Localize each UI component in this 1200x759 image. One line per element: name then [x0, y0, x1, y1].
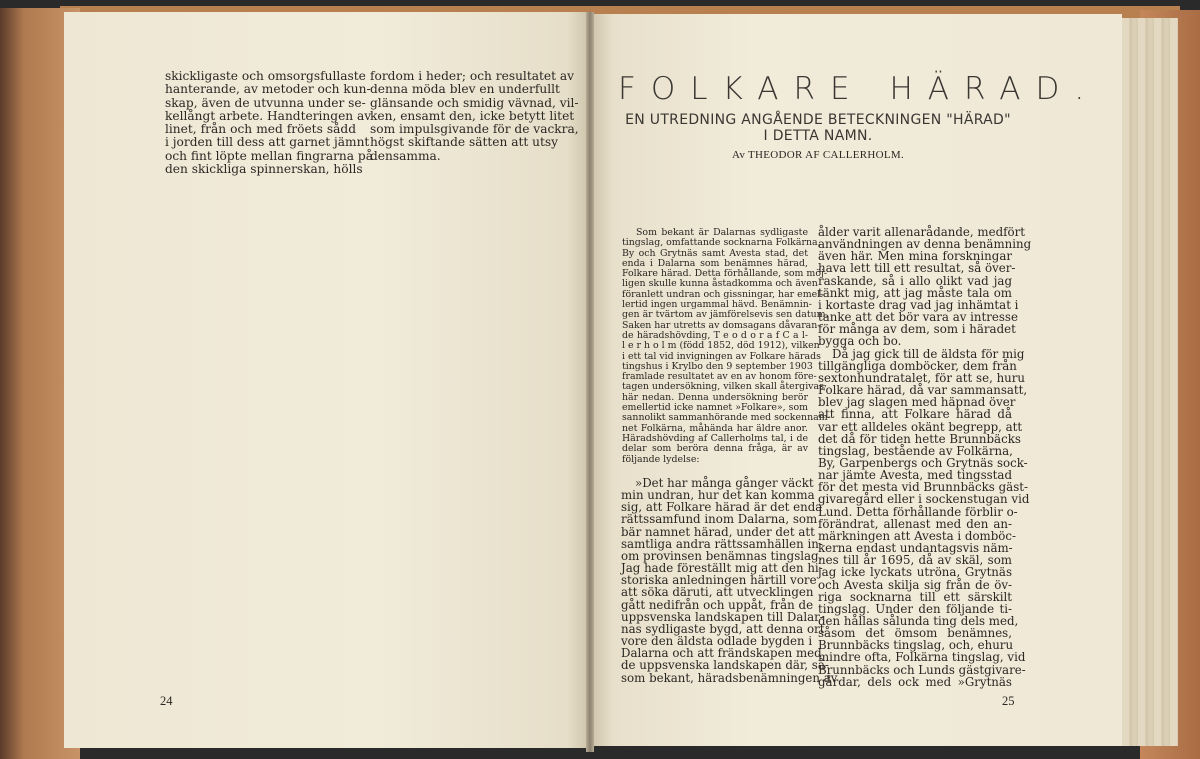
text-line: förändrat, allenast med den an-: [818, 516, 1012, 531]
text-line: Som bekant är Dalarnas sydligaste: [636, 227, 808, 238]
article-subtitle-line-2: I DETTA NAMN.: [763, 128, 873, 144]
text-line: den hållas sålunda ting dels med,: [818, 614, 1019, 628]
text-line: lertid ingen urgammal hävd. Benämnin-: [622, 299, 812, 311]
text-line: tanke att det bör vara av intresse: [818, 310, 1018, 325]
book-spine: [586, 12, 594, 752]
text-line: Folkare härad, då var sammansatt,: [818, 383, 1028, 398]
text-line: Saken har utretts av domsagans dåvaran-: [622, 319, 821, 331]
text-line: att söka däruti, att utvecklingen: [621, 585, 814, 600]
text-line: för det mesta vid Brunnbäcks gäst-: [818, 480, 1028, 495]
text-line: samtliga andra rättssamhällen in-: [621, 536, 823, 551]
text-line: märkningen att Avesta i domböc-: [818, 528, 1016, 543]
left-column-1: [165, 69, 373, 177]
text-line: jag icke lyckats utröna, Grytnäs: [818, 565, 1012, 580]
page-number-left: 24: [160, 694, 173, 708]
text-line: här nedan. Denna undersökning berör: [622, 391, 808, 403]
text-line: min undran, hur det kan komma: [621, 488, 815, 503]
text-line: storiska anledningen härtill vore: [621, 573, 817, 588]
text-line: tingslag, bestående av Folkärna,: [818, 443, 1013, 458]
text-line: raskande, så i allo olikt vad jag: [818, 273, 1012, 288]
text-line: glänsande och smidig vävnad, vil-: [370, 95, 579, 110]
text-line: riga socknarna till ett särskilt: [818, 589, 1012, 604]
text-line: som impulsgivande för de vackra,: [370, 122, 579, 137]
article-subtitle-line-1: EN UTREDNING ANGÅENDE BETECKNINGEN "HÄRAD": [625, 112, 1011, 128]
text-line: l e r h o l m (född 1852, död 1912), vilken: [622, 340, 820, 352]
text-line: sextonhundratalet, för att se, huru: [818, 370, 1026, 385]
text-line: tagen undersökning, vilken skall återgivas: [622, 381, 824, 393]
text-line: följande lydelse:: [622, 453, 700, 465]
text-line: net Folkärna, måhända har äldre anor.: [622, 422, 808, 434]
text-line: By, Garpenbergs och Grytnäs sock-: [818, 455, 1028, 470]
text-line: densamma.: [370, 148, 441, 163]
text-line: kerna endast undantagsvis näm-: [818, 541, 1013, 556]
text-line: linet, från och med fröets sådd: [165, 122, 356, 137]
text-line: föranlett undran och gissningar, har emel-: [622, 288, 824, 300]
text-line: givaregård eller i sockenstugan vid: [818, 492, 1030, 507]
text-line: kellångt arbete. Handteringen av: [165, 108, 372, 123]
text-line: tänkt mig, att jag måste tala om: [818, 285, 1012, 300]
text-line: bär namnet härad, under det att: [621, 524, 815, 539]
text-line: rättssamfund inom Dalarna, som: [621, 512, 818, 527]
text-line: tingslag. Under den följande ti-: [818, 601, 1012, 616]
intro-column: [622, 227, 831, 465]
text-line: och Avesta skilja sig från de öv-: [818, 577, 1012, 592]
text-line: sig, att Folkare härad är det enda: [621, 500, 823, 515]
left-column-2: [370, 69, 579, 163]
text-line: de häradshövding, T e o d o r a f C a l-: [622, 329, 808, 341]
text-line: delar som beröra denna fråga, är av: [622, 443, 808, 455]
text-line: Häradshövding af Callerholms tal, i de: [622, 432, 808, 444]
article-byline: Av THEODOR AF CALLERHOLM.: [731, 149, 905, 161]
text-line: tingshus i Krylbo den 9 september 1903: [622, 360, 813, 372]
article-title: FOLKARE HÄRAD.: [618, 71, 1100, 107]
text-line: ken, ensamt den, icke betytt litet: [370, 108, 575, 123]
text-line: fordom i heder; och resultatet av: [370, 69, 575, 83]
text-line: var ett alldeles okänt begrepp, att: [818, 419, 1023, 434]
text-line: i jorden till dess att garnet jämnt: [165, 135, 370, 150]
text-line: sannolikt sammanhörande med sockennam-: [622, 412, 831, 424]
text-line: nas sydligaste bygd, att denna ort: [621, 621, 825, 636]
text-line: skickligaste och omsorgsfullaste: [165, 69, 366, 83]
text-line: ålder varit allenarådande, medfört: [818, 225, 1025, 239]
text-line: enda i Dalarna som benämnes härad,: [622, 257, 808, 269]
text-line: Lund. Detta förhållande förblir o-: [818, 504, 1018, 519]
text-line: framlade resultatet av en av honom före-: [622, 371, 817, 383]
text-line: som bekant, häradsbenämningen av: [621, 670, 838, 685]
text-line: såsom det ömsom benämnes,: [818, 626, 1012, 641]
right-column-1: [621, 476, 838, 685]
text-line: hanterande, av metoder och kun-: [165, 82, 371, 97]
text-line: gårdar, dels ock med »Grytnäs: [818, 674, 1012, 689]
text-line: tingslag, omfattande socknarna Folkärna,: [622, 237, 821, 249]
text-line: Brunnbäcks tingslag, och, ehuru: [818, 638, 1014, 653]
text-line: By och Grytnäs samt Avesta stad, det: [622, 247, 808, 259]
text-line: blev jag slagen med häpnad över: [818, 395, 1016, 410]
page-edges: [1122, 18, 1178, 746]
page-number-right: 25: [1002, 694, 1015, 708]
text-line: ligen skulle kunna åstadkomma och även: [622, 278, 818, 290]
text-line: emellertid icke namnet »Folkare», som: [622, 402, 808, 414]
text-line: de uppsvenska landskapen där, så-: [621, 658, 829, 673]
text-line: tillgängliga domböcker, dem från: [818, 358, 1017, 373]
text-line: hava lett till ett resultat, så över-: [818, 261, 1016, 276]
text-line: och fint löpte mellan fingrarna på: [165, 148, 373, 163]
text-line: även här. Men mina forskningar: [818, 249, 1012, 264]
text-line: om provinsen benämnas tingslag.: [621, 548, 823, 563]
text-line: denna möda blev en underfullt: [370, 82, 560, 97]
text-line: nar jämte Avesta, med tingsstad: [818, 468, 1012, 483]
text-line: skap, även de utvunna under se-: [165, 95, 366, 110]
text-line: att finna, att Folkare härad då: [818, 407, 1012, 422]
right-column-2: [818, 225, 1032, 689]
text-line: uppsvenska landskapen till Dalar-: [621, 609, 824, 624]
text-line: Brunnbäcks och Lunds gästgivare-: [818, 662, 1026, 677]
text-line: Då jag gick till de äldsta för mig: [832, 346, 1025, 361]
text-line: mindre ofta, Folkärna tingslag, vid: [818, 650, 1026, 665]
text-line: den skickliga spinnerskan, hölls: [165, 162, 363, 177]
text-line: högst skiftande sätten att utsy: [370, 135, 559, 150]
text-line: bygga och bo.: [818, 334, 902, 349]
text-line: gått nedifrån och uppåt, från de: [621, 597, 814, 612]
text-line: Folkare härad. Detta förhållande, som möj-: [622, 268, 828, 280]
text-line: för många av dem, som i häradet: [818, 322, 1016, 337]
text-line: det då för tiden hette Brunnbäcks: [818, 431, 1021, 446]
text-line: »Det har många gånger väckt: [635, 476, 814, 490]
text-line: Jag hade föreställt mig att den hi-: [621, 561, 823, 576]
text-line: gen är tvärtom av jämförelsevis sen datum.: [622, 309, 829, 321]
text-line: vore den äldsta odlade bygden i: [621, 634, 813, 649]
text-line: användningen av denna benämning: [818, 237, 1032, 252]
text-line: nes till år 1695, då av skäl, som: [818, 553, 1012, 568]
text-line: i ett tal vid invigningen av Folkare härads: [622, 350, 821, 362]
text-line: Dalarna och att frändskapen med: [621, 646, 822, 661]
text-line: i kortaste drag vad jag inhämtat i: [818, 297, 1019, 312]
